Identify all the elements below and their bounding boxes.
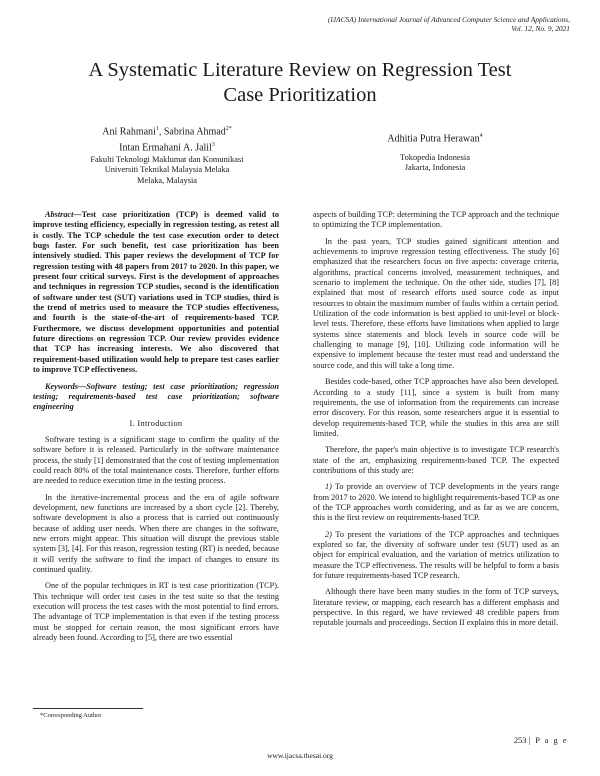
contribution-text: To provide an overview of TCP developments in the years range from 2017 to 2020. We intend to highlight requirements-based TCP as one of the TCP approaches worth considering, and as far as we are concern, this is the first review on requirements-based TCP. xyxy=(313,482,559,523)
paragraph: aspects of building TCP: determining the TCP approach and the technique to optimizing the TCP implementation. xyxy=(313,210,559,230)
affiliation-line: Jakarta, Indonesia xyxy=(404,163,466,173)
keywords: Keywords—Software testing; test case prioritization; regression testing; requirements-based test case prioritization; software engineering xyxy=(33,381,279,412)
contribution-item xyxy=(313,482,559,523)
paragraph: Besides code-based, other TCP approaches have also been developed. According to a study [11], since a system is built from many requirements, the use of information from the requirements can increase error discovery. For this reason, some researchers argue it is essential to develop requirements-based TCP, while the studies in this area are still limited. xyxy=(313,377,559,438)
right-column xyxy=(313,210,559,635)
left-column xyxy=(33,210,279,649)
section-heading: I. Introduction xyxy=(129,418,183,428)
page-number xyxy=(514,736,568,745)
author-sup: 4 xyxy=(479,133,483,139)
abstract-text: —Test case prioritization (TCP) is deemed valid to improve testing efficiency, especially in regression testing, as retest all is costly. The TCP schedule the test case execution order to detect bugs faster. For such benefit, test case prioritization has been intensively studied. This paper reviews the development of TCP for regression testing with 48 papers from 2017 to 2020. In this paper, we present four critical surveys. First is the development of approaches and techniques in regression TCP studies, second is the identification of software under test (SUT) variations used in TCP studies, third is the trend of metrics used to measure the TCP studies effectiveness, and fourth is the state-of-the-art of requirements-based TCP. Furthermore, we discuss development opportunities and potential future directions on regression TCP. Our review provides evidence that TCP has increasing interests. We also discovered that requirement-based utilization would help to prepare test cases earlier to improve TCP effectiveness. xyxy=(33,210,279,375)
author-sup: 2* xyxy=(225,126,232,132)
author-name: Intan Ermahani A. Jalil xyxy=(119,142,212,154)
contribution-item xyxy=(313,530,559,582)
page-number-value: 253 xyxy=(513,736,527,745)
author-sup: 3 xyxy=(211,141,215,148)
author-block-left xyxy=(62,123,272,186)
author-name: Adhitia Putra Herawan xyxy=(387,133,480,145)
author-block-right xyxy=(360,130,510,174)
contribution-number: 2) xyxy=(325,529,332,539)
footnote-divider xyxy=(33,708,143,709)
abstract-label: Abstract xyxy=(45,210,74,219)
affiliation-line: Fakulti Teknologi Maklumat dan Komunikasi xyxy=(90,154,244,164)
paragraph: Although there have been many studies in the form of TCP surveys, literature review, or mapping, each research has a different emphasis and perspective. In this regard, we have reviewed 48 credible papers from reputable journals and proceedings. Section II explains this in more detail. xyxy=(313,587,559,628)
author-name: Sabrina Ahmad xyxy=(163,126,226,138)
affiliation-line: Melaka, Malaysia xyxy=(137,175,197,185)
journal-volume: Vol. 12, No. 9, 2021 xyxy=(511,24,570,33)
paragraph: Software testing is a significant stage to confirm the quality of the software before it is released. Particularly in the software maintenance process, the study [1] demonstrated that the cost of testing implementation could reach 80% of the total maintenance costs. Therefore, further efforts are needed to reduce execution time in the testing process. xyxy=(33,434,279,486)
paper-title xyxy=(40,58,560,108)
author-names-line-2 xyxy=(62,139,272,155)
author-separator: , xyxy=(158,126,164,138)
abstract xyxy=(33,210,279,376)
title-line-1: A Systematic Literature Review on Regression Test xyxy=(88,59,512,81)
paragraph: One of the popular techniques in RT is test case prioritization (TCP). This technique will order test cases in the test suite so that the testing execution will process the test cases with the most potential to find errors. The advantage of TCP implementation is that even if the testing process must be stopped for certain reason, the most significant errors have already been found. According to [5], there are two essential xyxy=(33,581,279,643)
affiliation-line: Tokopedia Indonesia xyxy=(400,152,470,162)
journal-header xyxy=(210,15,570,33)
affiliation-line: Universiti Teknikal Malaysia Melaka xyxy=(104,165,230,175)
paragraph: In the past years, TCP studies gained significant attention and achievements to improve regression testing effectiveness. The study [6] emphasized that the researchers focus on five aspects: coverage criteria, algorithms, practical concerns involved, measurement techniques, and scenario to implement the technique. On the other side, studies [7], [8] explained that most of research efforts used source code as input resources to obtain the maximum number of faults within a certain period. Utilization of the code information is best applied to unit-level or block-level tests. Therefore, these efforts have limitations when applied to large systems since statements and block levels in source code will be challenging to manage [9], [10]. Utilizing code information will be expensive to implement because the tester must read and understand the source code, and this will take a long time. xyxy=(313,236,559,370)
author-sup: 1 xyxy=(155,126,159,132)
contribution-number: 1) xyxy=(325,482,332,492)
footnote: *Corresponding Author xyxy=(40,712,102,719)
paragraph: Therefore, the paper's main objective is to investigate TCP research's state of the art, emphasizing requirements-based TCP. The expected contributions of this study are: xyxy=(313,445,559,475)
page-label: | P a g e xyxy=(528,736,568,745)
author-names-line-1 xyxy=(62,123,272,139)
author-names-line xyxy=(360,130,510,146)
author-name: Ani Rahmani xyxy=(102,126,156,138)
journal-name: (IJACSA) International Journal of Advanced Computer Science and Applications, xyxy=(327,15,570,24)
paragraph: In the iterative-incremental process and the era of agile software development, new functions are increased by a short cycle [2]. Thereby, software development is also a process that is carried out continuously because of adding user needs. When there are changes in the software, new errors might appear. This situation will disrupt the previous stable system [3], [4]. For this reason, regression testing (RT) is needed, because it will verify the software to find the impact of changes to ensure its continued quality. xyxy=(33,492,279,574)
footer-url: www.ijacsa.thesai.org xyxy=(267,751,333,760)
contribution-text: To present the variations of the TCP approaches and techniques explored so far, the diversity of software under test (SUT) used as an object for empirical evaluation, and the variation of metrics utilization to measure the TCP effectiveness. The results will be helpful to form a basis for future requirements-based TCP research. xyxy=(313,529,559,580)
title-line-2: Case Prioritization xyxy=(223,84,377,106)
